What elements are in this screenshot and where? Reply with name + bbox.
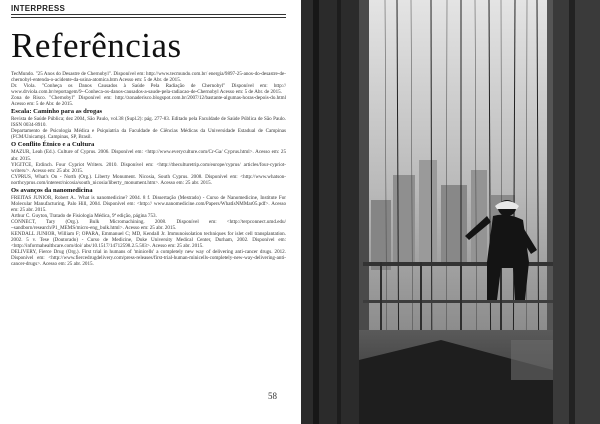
header-rule-2 [11, 17, 286, 18]
section-heading: O Conflito Étnico e a Cultura [11, 141, 95, 149]
reference-entry: Dr. Viola. "Conheça os Danos Causados à Saúde Pela Radiação de Chernobyl" Disponível em: http:// www.drviola.com.br/reportagem/9--Conheca-os-danos-causados-a-saude-pela-radiacao-de-Chernobyl Acesso em: 5 de Abr. de 2015. [11, 83, 286, 96]
section-heading: Escala: Caminho para as drogas [11, 108, 103, 116]
reference-entry: FREITAS JUNIOR, Robert A.. What is nanomedicine? 2004. 8 f. Dissertação (Mestrado) - Curso de Nanomedicine, Institute For Molecular Manufacturing, Palo Hill, 2004. Disponível em: <http:// www.nanomedicine.com/Papers/WhatIsNMMar05.pdf>. Acesso em: 25 abr. 2015. [11, 194, 286, 213]
reference-entry: TecMundo. "25 Anos do Desastre de Chernobyl". Disponível em: http://www.tecmundo.com.br/ energia/9897-25-anos-do-desastre-de-chernobyl-entenda-o-acidente-da-usina-atomica.htm Acesso em: 5 de Abr. de 2015. [11, 71, 286, 84]
reference-entry: MAZUR, Leah (Ed.). Culture of Cyprus. 2006. Disponível em: <http://www.everyculture.com/Cr-Ga/ Cyprus.html>. Acesso em: 25 abr. 2015. [11, 149, 286, 162]
page-title: Referências [11, 26, 182, 65]
reference-entry: DELIVERY, Fierce Drug (Org.). First trial in humans of 'minicells' a completely new way of delivering anti-cancer drugs. 2012. Disponível em: <http://www.fiercedrugdelivery.com/press-releases/first-trial-human-minicells-completely-new-way-delivering-anti-cancer-drugs>. Acesso em: 25 abr. 2015. [11, 249, 286, 268]
reference-entry: YIGITCE, Erdinch. Four Cypriot Writers. 2010. Disponível em: <http://theculturetrip.com/europe/cyprus/ articles/four-cypriot-writers/>. Acesso em: 25 abr. 2015. [11, 161, 286, 174]
reference-entry: CYPRUS, What's On - North (Org.). Liberty Monument. Nicosia, South Cyprus. 2008. Disponível em: <http://www.whatson-northcyprus.com/interest/nicosia/south_nicosia/liberty_monument.htm>. Acesso em: 25 abr. 2015. [11, 173, 286, 186]
magazine-brand: INTERPRESS [11, 4, 66, 13]
section-heading: Os avanços da nanomedicina [11, 186, 93, 194]
reference-entry: Zona de Risco. "Chernobyl" Disponível em: http://zonaderisco.blogspot.com.br/2007/12/bastante-algumas-horas-depois-do.html Acesso em: 5 de Abr. de 2015. [11, 95, 286, 108]
reference-entry: CONNECT, Tary (Org.). Bulk Micromachining. 2008. Disponível em: <http://terpconnect.umd.edu/ ~sandborn/research/P1_MEMS/micro-eng_bulk.html>. Acesso em: 25 abr. 2015. [11, 218, 286, 231]
construction-worker-photo [301, 0, 600, 424]
page-number: 58 [268, 391, 277, 401]
reference-entry: Arthur C. Guyton, Tratado de Fisiologia Médica, 9ª edição, página 753. [11, 212, 157, 219]
reference-entry: Departamento de Psicologia Médica e Psiquiatria da Faculdade de Ciências Médicas da Universidade Estadual de Campinas (FCM/Unicamp). Campinas, SP, Brasil. [11, 128, 286, 141]
header-rule [11, 14, 286, 15]
reference-entry: KENDALL JUNIOR, William F; OPARA, Emmanuel C; MD, Kendall Jr. Immunoisolation techniques for islet cell transplantation. 2002. 5 v. Tese (Doutorado) - Curso de Medicine, Duke University Medical Center, Durham, 2002. Disponível em: <http://informahealthcare.com/doi/ abs/10.1517/14712598.2.5.503>. Acesso em: 25 abr. 2015. [11, 231, 286, 250]
references-list [11, 71, 286, 267]
reference-entry: Revista de Saúde Pública; dez 2004, São Paulo, vol.38 (Supl.2): pág. 277-83. Editado pela Faculdade de Saúde Pública de São Paulo. ISSN 0034-8910. [11, 116, 286, 129]
